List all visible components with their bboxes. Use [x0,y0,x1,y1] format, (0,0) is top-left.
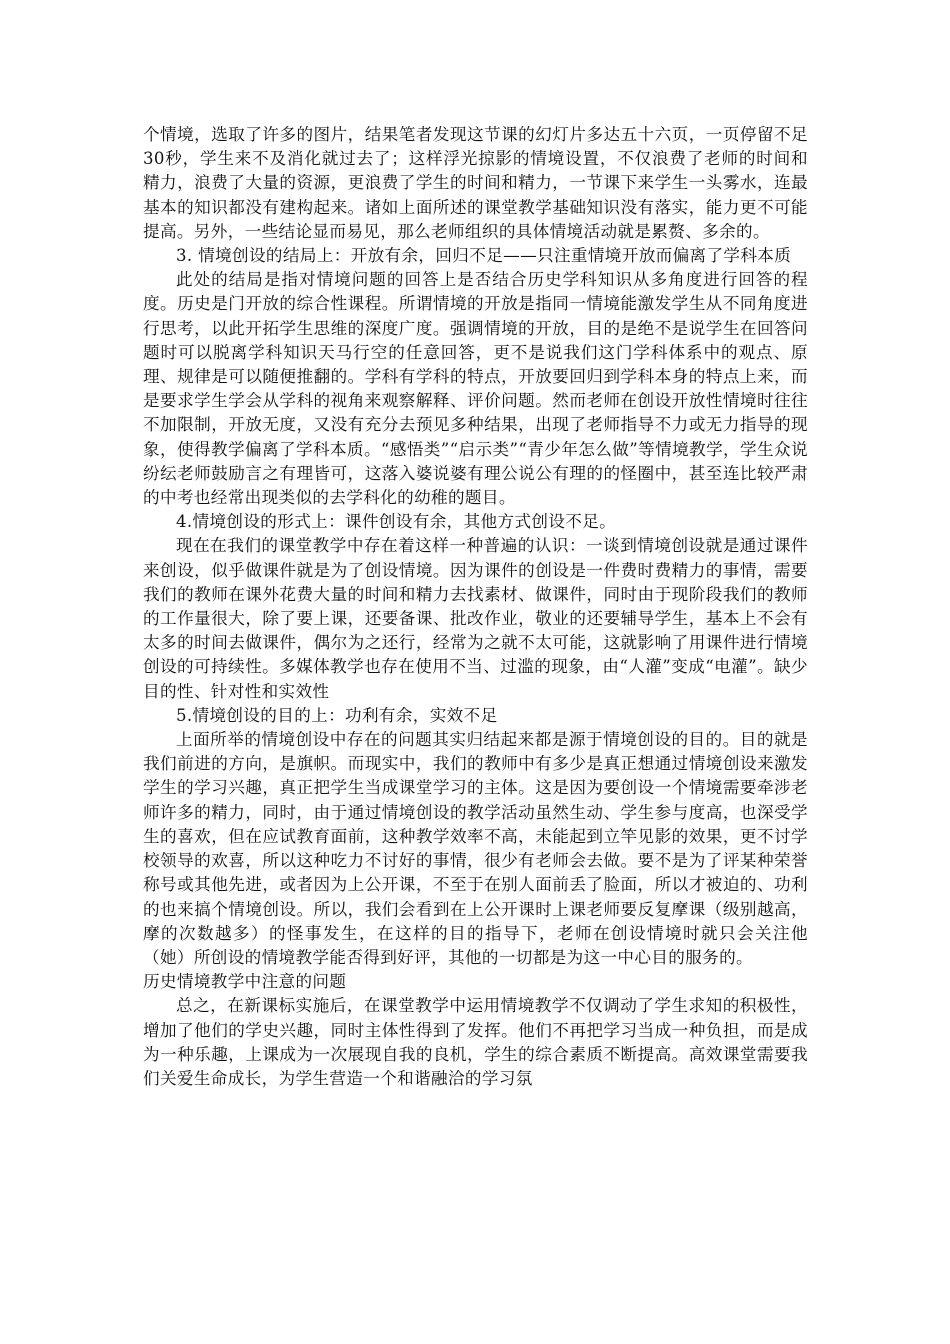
section-heading-4: 4.情境创设的形式上：课件创设有余，其他方式创设不足。 [176,512,617,532]
section-title: 历史情境教学中注意的问题 [143,972,347,992]
paragraph: 此处的结局是指对情境问题的回答上是否结合历史学科知识从多角度进行回答的程度。历史是门开放的综合性课程。所谓情境的开放是指同一情境能激发学生从不同角度进行思考，以此开拓学生思维的深度广度。强调情境的开放，目的是绝不是说学生在回答问题时可以脱离学科知识天马行空的任意回答，更不是说我们这门学科体系中的观点、原理、规律是可以随便推翻的。学科有学科的特点，开放要回归到学科本身的特点上来，而是要求学生学会从学科的视角来观察解释、评价问题。然而老师在创设开放性情境时往往不加限制，开放无度，又没有充分去预见多种结果，出现了老师指导不力或无力指导的现象，使得教学偏离了学科本质。“感悟类”“启示类”“青少年怎么做”等情境教学，学生众说纷纭老师鼓励言之有理皆可，这落入婆说婆有理公说公有理的的怪圈中，甚至连比较严肃的中考也经常出现类似的去学科化的幼稚的题目。 [143,270,808,508]
document-body [143,123,808,1091]
section-heading-3: 3. 情境创设的结局上：开放有余，回归不足——只注重情境开放而偏离了学科本质 [176,246,792,266]
paragraph: 总之，在新课标实施后，在课堂教学中运用情境教学不仅调动了学生求知的积极性，增加了他们的学史兴趣，同时主体性得到了发挥。他们不再把学习当成一种负担，而是成为一种乐趣，上课成为一次展现自我的良机，学生的综合素质不断提高。高效课堂需要我们关爱生命成长，为学生营造一个和谐融洽的学习氛 [143,996,808,1088]
paragraph-continuation: 个情境，选取了许多的图片，结果笔者发现这节课的幻灯片多达五十六页，一页停留不足30秒，学生来不及消化就过去了；这样浮光掠影的情境设置，不仅浪费了老师的时间和精力，浪费了大量的资源，更浪费了学生的时间和精力，一节课下来学生一头雾水，连最基本的知识都没有建构起来。诸如上面所述的课堂教学基础知识没有落实，能力更不可能提高。另外，一些结论显而易见，那么老师组织的具体情境活动就是累赘、多余的。 [143,125,808,241]
section-heading-5: 5.情境创设的目的上：功利有余，实效不足 [176,705,498,725]
paragraph: 上面所举的情境创设中存在的问题其实归结起来都是源于情境创设的目的。目的就是我们前进的方向，是旗帜。而现实中，我们的教师中有多少是真正想通过情境创设来激发学生的学习兴趣，真正把学生当成课堂学习的主体。这是因为要创设一个情境需要牵涉老师许多的精力，同时，由于通过情境创设的教学活动虽然生动、学生参与度高，也深受学生的喜欢，但在应试教育面前，这种教学效率不高，未能起到立竿见影的效果，更不讨学校领导的欢喜，所以这种吃力不讨好的事情，很少有老师会去做。要不是为了评某种荣誉称号或其他先进，或者因为上公开课，不至于在别人面前丢了脸面，所以才被迫的、功利的也来搞个情境创设。所以，我们会看到在上公开课时上课老师要反复摩课（级别越高，摩的次数越多）的怪事发生，在这样的目的指导下，老师在创设情境时就只会关注他（她）所创设的情境教学能否得到好评，其他的一切都是为这一中心目的服务的。 [143,730,808,967]
paragraph: 现在在我们的课堂教学中存在着这样一种普遍的认识：一谈到情境创设就是通过课件来创设，似乎做课件就是为了创设情境。因为课件的创设是一件费时费精力的事情，需要我们的教师在课外花费大量的时间和精力去找素材、做课件，同时由于现阶段我们的教师的工作量很大，除了要上课，还要备课、批改作业，敬业的还要辅导学生，基本上不会有太多的时间去做课件，偶尔为之还行，经常为之就不太可能，这就影响了用课件进行情境创设的可持续性。多媒体教学也存在使用不当、过滥的现象，由“人灌”变成“电灌”。缺少目的性、针对性和实效性 [143,536,808,701]
